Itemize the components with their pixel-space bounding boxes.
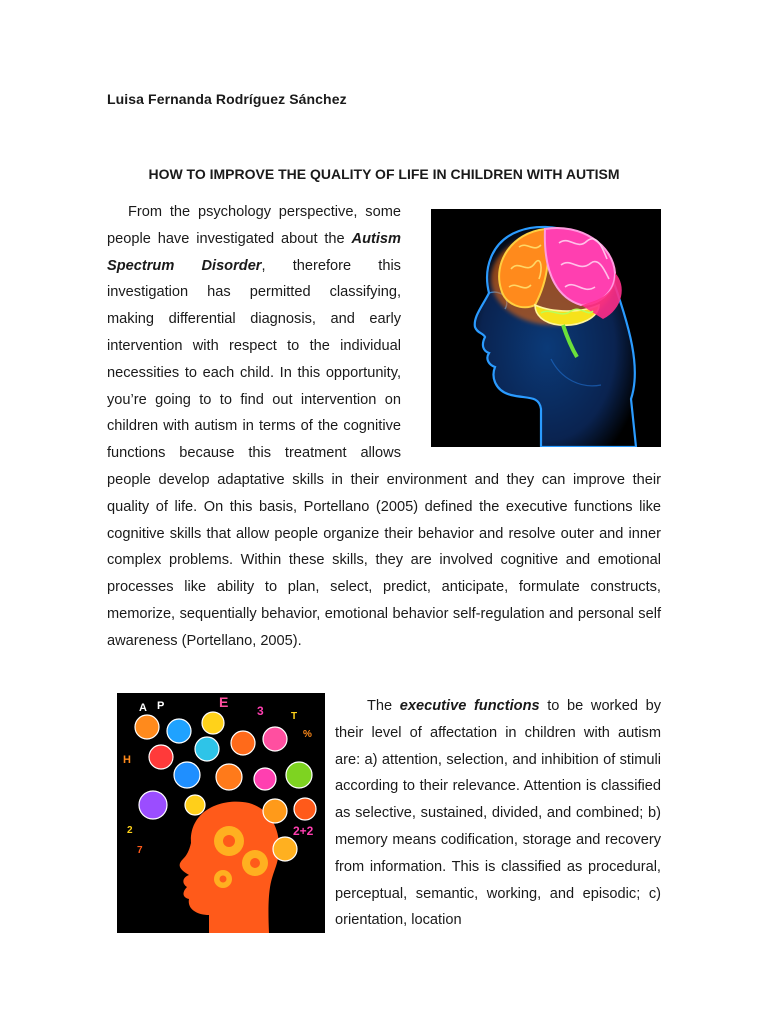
svg-text:A: A <box>139 702 147 714</box>
svg-text:P: P <box>157 700 165 712</box>
svg-text:2+2: 2+2 <box>293 824 314 838</box>
svg-text:7: 7 <box>137 845 143 856</box>
brain-head-image <box>431 209 661 447</box>
svg-text:T: T <box>291 711 298 722</box>
svg-text:H: H <box>123 754 131 766</box>
svg-text:E: E <box>219 694 229 710</box>
paragraph-1-text-start: From the psychology perspective, some people have investigated about the <box>107 204 401 247</box>
svg-text:2: 2 <box>127 825 133 836</box>
paragraph-2-text-start: The <box>367 698 400 714</box>
paragraph-2 <box>107 693 661 937</box>
paragraph-2-text-rest: to be worked by their level of affectation in children with autism are: a) attention, selection, and inhibition of stimuli according to their relevance. Attention is classified as selective, sustained, divided, and combined; b) memory means codification, storage and recovery from information. This is classified as procedural, perceptual, semantic, working, and episodic; c) orientation, location <box>335 698 661 929</box>
emphasis-autism-spectrum-disorder: Autism Spectrum Disorder <box>107 230 401 274</box>
svg-text:%: % <box>303 729 312 740</box>
emphasis-executive-functions: executive functions <box>399 698 540 714</box>
learning-head-image <box>117 693 325 933</box>
paragraph-1-text-rest: , therefore this investigation has permitted classifying, making differential diagnosis, and early intervention with respect to the individual necessities to each child. In this opportunity, you’re going to to find out intervention on children with autism in terms of the cognitive functions because this treatment allows people develop adaptative skills in their environment and they can improve their quality of life. On this basis, Portellano (2005) defined the executive functions like cognitive skills that allow people organize their behavior and resolve outer and inner complex problems. Within these skills, they are involved cognitive and emotional processes like ability to plan, select, predict, anticipate, formulate constructs, memorize, sequentially behavior, emotional behavior self-regulation and personal self awareness (Portellano, 2005). <box>107 257 661 649</box>
author-name: Luisa Fernanda Rodríguez Sánchez <box>107 91 347 107</box>
paragraph-1 <box>107 199 661 655</box>
document-title: HOW TO IMPROVE THE QUALITY OF LIFE IN CHILDREN WITH AUTISM <box>148 166 620 182</box>
svg-text:3: 3 <box>257 704 264 718</box>
